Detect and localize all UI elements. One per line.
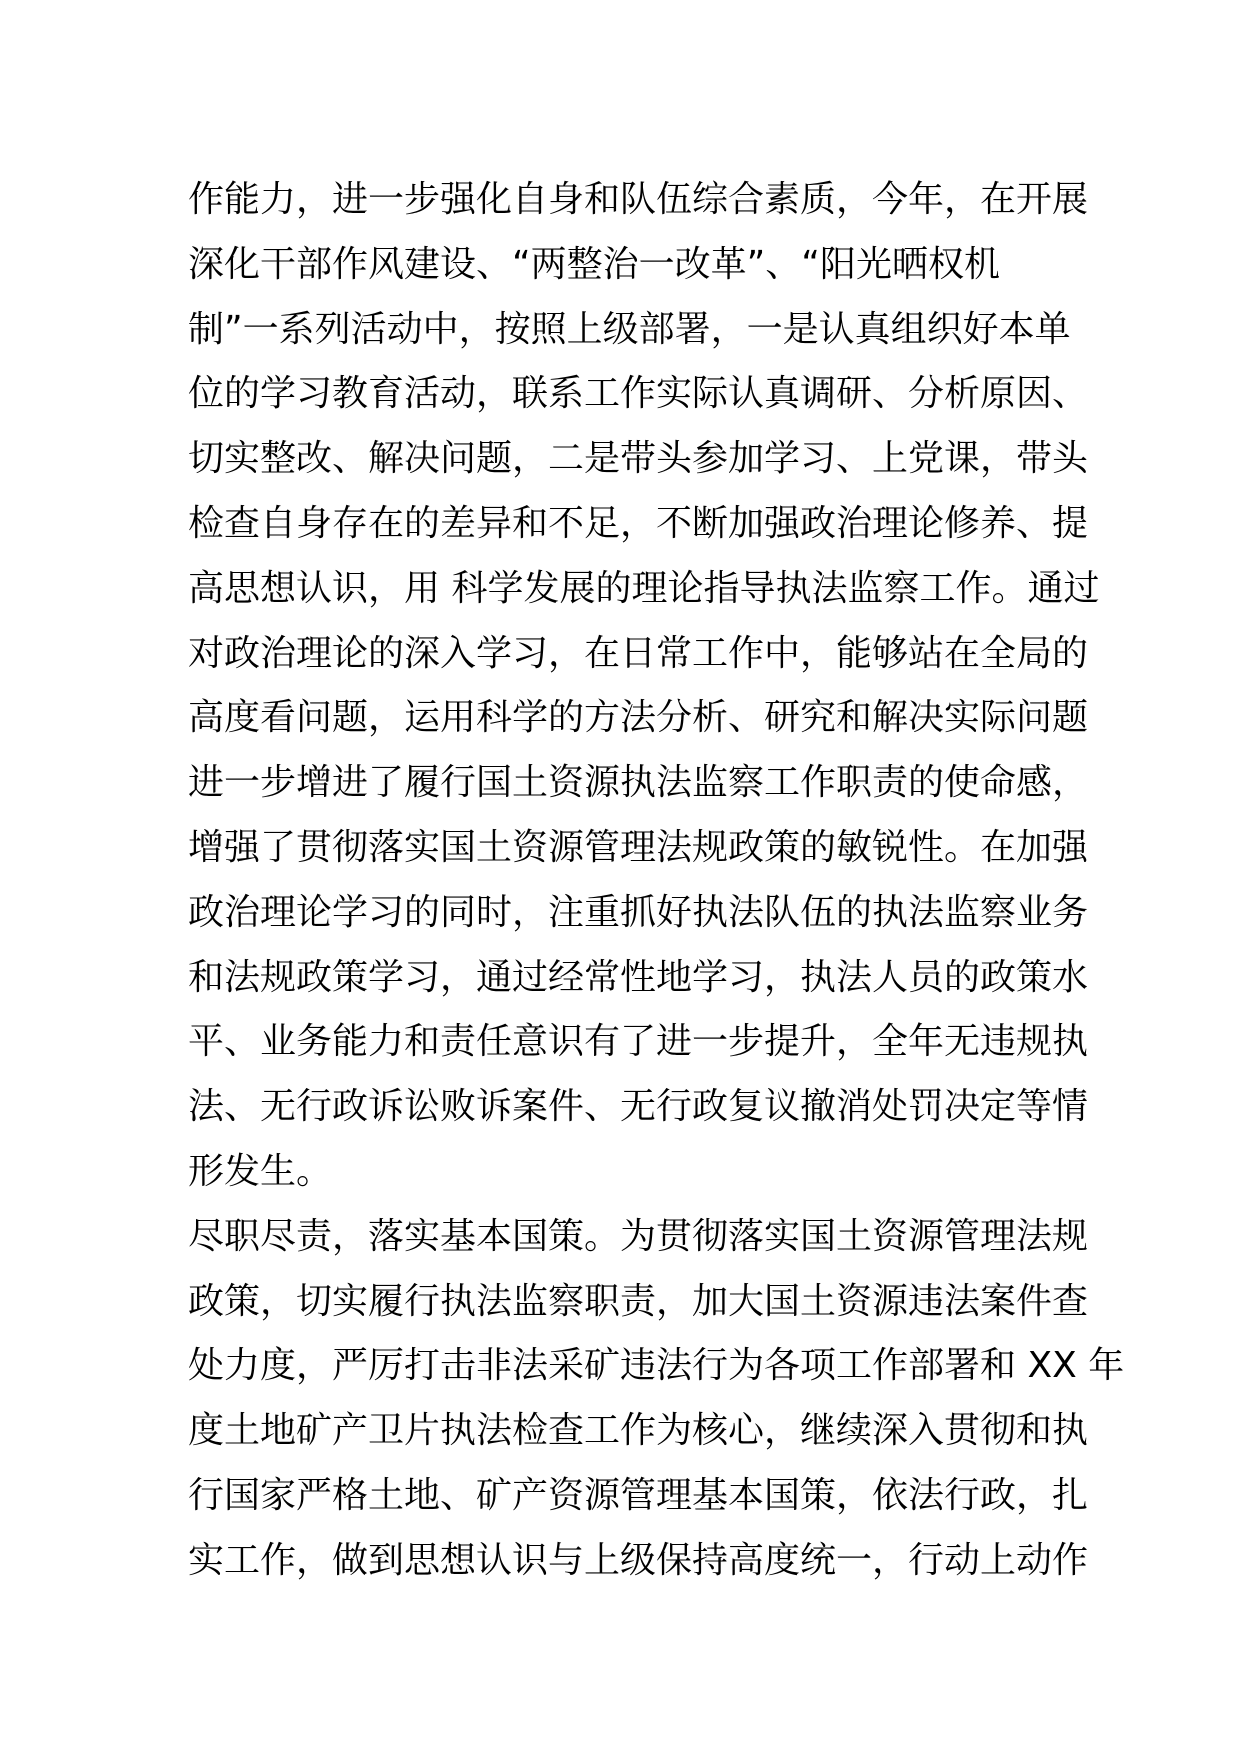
text-line: 和法规政策学习，通过经常性地学习，执法人员的政策水 [188, 956, 1089, 998]
text-line: 政治理论学习的同时，注重抓好执法队伍的执法监察业务 [188, 891, 1089, 933]
text-line: 形发生。 [188, 1150, 333, 1192]
text-line: 行国家严格土地、矿产资源管理基本国策，依法行政，扎 [188, 1474, 1089, 1516]
text-line: 高思想认识，用 科学发展的理论指导执法监察工作。通过 [188, 567, 1100, 609]
text-line: 实工作，做到思想认识与上级保持高度统一，行动上动作 [188, 1539, 1089, 1581]
text-line: 处力度，严厉打击非法采矿违法行为各项工作部署和 XX 年 [188, 1345, 1125, 1387]
body-text [188, 168, 1125, 1594]
text-line: 检查自身存在的差异和不足，不断加强政治理论修养、提 [188, 502, 1089, 544]
text-line: 政策，切实履行执法监察职责，加大国土资源违法案件查 [188, 1280, 1089, 1322]
text-line: 位的学习教育活动，联系工作实际认真调研、分析原因、 [188, 373, 1089, 415]
text-line: 法、无行政诉讼败诉案件、无行政复议撤消处罚决定等情 [188, 1086, 1089, 1128]
text-line: 作能力，进一步强化自身和队伍综合素质，今年，在开展 [188, 179, 1089, 220]
text-line: 切实整改、解决问题，二是带头参加学习、上党课，带头 [188, 438, 1089, 480]
text-line: 进一步增进了履行国土资源执法监察工作职责的使命感， [188, 762, 1089, 804]
text-line: 对政治理论的深入学习，在日常工作中，能够站在全局的 [188, 632, 1089, 674]
text-line: 高度看问题，运用科学的方法分析、研究和解决实际问题 [188, 697, 1089, 739]
text-line: 深化干部作风建设、“两整治一改革”、“阳光晒权机 [188, 243, 1000, 285]
text-line: 平、业务能力和责任意识有了进一步提升，全年无违规执 [188, 1021, 1089, 1063]
text-line: 制”一系列活动中，按照上级部署，一是认真组织好本单 [188, 308, 1071, 350]
text-line: 度土地矿产卫片执法检查工作为核心，继续深入贯彻和执 [188, 1410, 1089, 1452]
text-line: 尽职尽责，落实基本国策。为贯彻落实国土资源管理法规 [188, 1215, 1089, 1257]
text-line: 增强了贯彻落实国土资源管理法规政策的敏锐性。在加强 [188, 826, 1089, 868]
